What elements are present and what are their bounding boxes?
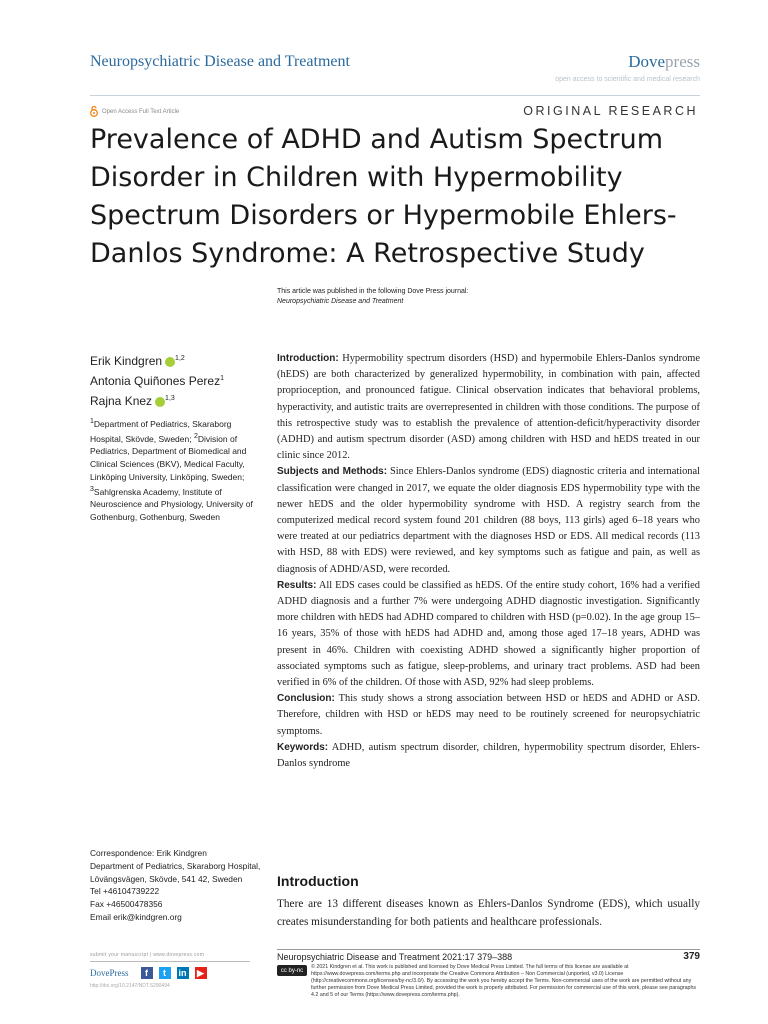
license <box>277 964 700 999</box>
affiliation-number: 3 <box>90 485 94 493</box>
affiliation-text: Department of Pediatrics, Skaraborg Hospital, Skövde, Sweden; <box>90 418 232 444</box>
author[interactable] <box>90 370 224 390</box>
affiliations <box>90 416 262 524</box>
abstract-text: Since Ehlers-Danlos syndrome (EDS) diagnostic criteria and international classification were changed in 2017, we equate the older diagnosis EDS hypermobility type with the newer hEDS and the older hypermobility syndrome with HSD. A registry search from the computerized medical record system found 201 children (88 boys, 113 girls) aged 6–18 years who were treated at our pediatrics department with the diagnoses HSD or EDS. All medical records (113 with HSD, 88 with EDS) were reviewed, and key symptoms such as fatigue and pain, as well as diagnosis of ADHD/ASD, were recorded. <box>277 466 701 575</box>
open-access-badge <box>90 106 179 117</box>
dovepress-logo[interactable] <box>628 52 700 72</box>
abstract-text: This study shows a strong association between HSD or hEDS and ADHD or ASD. Therefore, children with HSD or hEDS may need to be routinely screened for neuropsychiatric symptoms. <box>277 693 700 737</box>
tagline: open access to scientific and medical research <box>555 76 700 83</box>
publication-note <box>277 287 468 307</box>
cc-license-icon[interactable]: cc by-nc <box>277 965 307 976</box>
article-type: ORIGINAL RESEARCH <box>523 104 698 118</box>
license-text: © 2021 Kindgren et al. This work is published and licensed by Dove Medical Press Limited. The full terms of this license are available at https://www.dovepress.com/terms.php and incorporate the Creative Commons Attribution – Non Commercial (unported, v3.0) License (http://creativecommons.org/licenses/by-nc/3.0/). By accessing the work you hereby accept the Terms. Non-commercial uses of the work are permitted without any further permission from Dove Medical Press Limited, provided the work is properly attributed. For permission for commercial use of this work, please see paragraphs 4.2 and 5 of our Terms (https://www.dovepress.com/terms.php). <box>311 964 697 998</box>
brand-press: press <box>665 52 700 71</box>
linkedin-icon[interactable]: in <box>178 968 187 978</box>
author-list <box>90 350 224 410</box>
abstract-label: Introduction: <box>277 353 339 364</box>
affiliation-text: Sahlgrenska Academy, Institute of Neuroscience and Physiology, University of Gothenburg, Gothenburg, Sweden <box>90 486 253 523</box>
introduction-heading: Introduction <box>277 873 359 889</box>
abstract-text: Hypermobility spectrum disorders (HSD) and hypermobile Ehlers-Danlos syndrome (hEDS) are both characterized by generalized hypermobility, in combination with pain, affected proprioception, and pronounced fatigue. Clinical observation indicates that behavioral problems, hyperactivity, and autistic traits are overrepresented in children with those conditions. The purpose of this retrospective study was to establish the prevalence of attention-deficit/hyperactivity disorder (ADHD) and autism spectrum disorder (ASD) among children with HSD and hEDS treated in our clinic since 2012. <box>277 353 700 462</box>
abstract-introduction <box>277 351 700 464</box>
abstract-text: All EDS cases could be classified as hEDS. Of the entire study cohort, 16% had a verified ADHD diagnosis and a further 7% were undergoing ADHD diagnostic investigation. Significantly more children with hEDS had ADHD compared to children with HSD (p=0.02). In the age group 15–16 years, 35% of those with hEDS had ADHD and, among those aged 17–18 years, ADHD was present in 46%. Children with coexisting ADHD showed a significantly higher proportion of associated symptoms such as fatigue, sleep-problems, and urinary tract problems. ASD had been verified in 6% of the children. Of those with ASD, 92% had sleep problems. <box>277 579 700 689</box>
affiliation-number: 2 <box>193 432 198 440</box>
author-affiliation-ref: 1,3 <box>165 395 175 402</box>
citation-line: Neuropsychiatric Disease and Treatment 2021:17 379–388 <box>277 952 513 962</box>
abstract-label: Conclusion: <box>277 693 335 705</box>
abstract-conclusion <box>277 691 700 740</box>
author-affiliation-ref: 1 <box>220 375 224 382</box>
author-name: Antonia Quiñones Perez <box>90 374 221 388</box>
submit-manuscript-link[interactable]: submit your manuscript | www.dovepress.com <box>90 952 205 958</box>
affiliation-text: Division of Pediatrics, Department of Biomedical and Clinical Sciences (BKV), Medical Faculty, Linköping University, Linköping, Sweden; <box>90 433 247 482</box>
footer-divider <box>277 949 700 950</box>
youtube-icon[interactable]: ▶ <box>195 967 207 979</box>
abstract-label: Keywords: <box>277 741 329 753</box>
abstract-results <box>277 578 700 691</box>
orcid-icon[interactable] <box>165 357 175 367</box>
correspondence-email[interactable]: Email erik@kindgren.org <box>90 911 182 922</box>
abstract-methods <box>277 464 700 577</box>
page-number: 379 <box>683 951 700 962</box>
author-name: Rajna Knez <box>90 394 153 408</box>
brand-dove: Dove <box>628 52 666 71</box>
abstract <box>277 351 700 772</box>
journal-name[interactable]: Neuropsychiatric Disease and Treatment <box>90 53 350 70</box>
correspondence <box>90 847 270 924</box>
affiliation-number: 1 <box>90 418 94 425</box>
footer-left-divider <box>90 961 250 962</box>
author-affiliation-ref: 1,2 <box>175 355 185 362</box>
abstract-label: Results: <box>277 579 317 591</box>
article-title: Prevalence of ADHD and Autism Spectrum Disorder in Children with Hypermobility Spectrum Disorders or Hypermobile Ehlers-Danlos Syndrome: A Retrospective Study <box>90 124 677 269</box>
open-access-icon <box>90 106 98 117</box>
publication-note-journal[interactable]: Neuropsychiatric Disease and Treatment <box>277 298 404 305</box>
open-access-label: Open Access Full Text Article <box>102 108 180 115</box>
publication-note-text: This article was published in the following Dove Press journal: <box>277 288 469 295</box>
orcid-icon[interactable] <box>155 397 165 407</box>
abstract-keywords <box>277 740 700 772</box>
abstract-label: Subjects and Methods: <box>277 466 388 478</box>
header-divider <box>90 95 700 96</box>
social-links <box>90 967 250 979</box>
dovepress-footer-logo[interactable]: DovePress <box>90 968 129 978</box>
facebook-icon[interactable]: f <box>141 967 153 979</box>
author-name: Erik Kindgren <box>90 354 163 368</box>
correspondence-tel: Tel +46104739222 <box>90 886 160 897</box>
twitter-icon[interactable]: t <box>159 967 171 979</box>
doi-link[interactable]: http://doi.org/10.2147/NDT.S290494 <box>90 983 170 989</box>
correspondence-address: Department of Pediatrics, Skaraborg Hospital, Lövängsvägen, Skövde, 541 42, Sweden <box>90 860 261 884</box>
author[interactable] <box>90 390 224 410</box>
correspondence-fax: Fax +46500478356 <box>90 899 163 910</box>
abstract-text: ADHD, autism spectrum disorder, children, hypermobility spectrum disorder, Ehlers-Danlos syndrome <box>277 741 700 770</box>
footer-left <box>90 952 250 989</box>
introduction-text: There are 13 different diseases known as Ehlers-Danlos Syndrome (EDS), which usually creates misunderstanding for both patients and healthcare professionals. <box>277 898 700 928</box>
correspondence-name: Correspondence: Erik Kindgren <box>90 848 207 858</box>
author[interactable] <box>90 350 224 370</box>
